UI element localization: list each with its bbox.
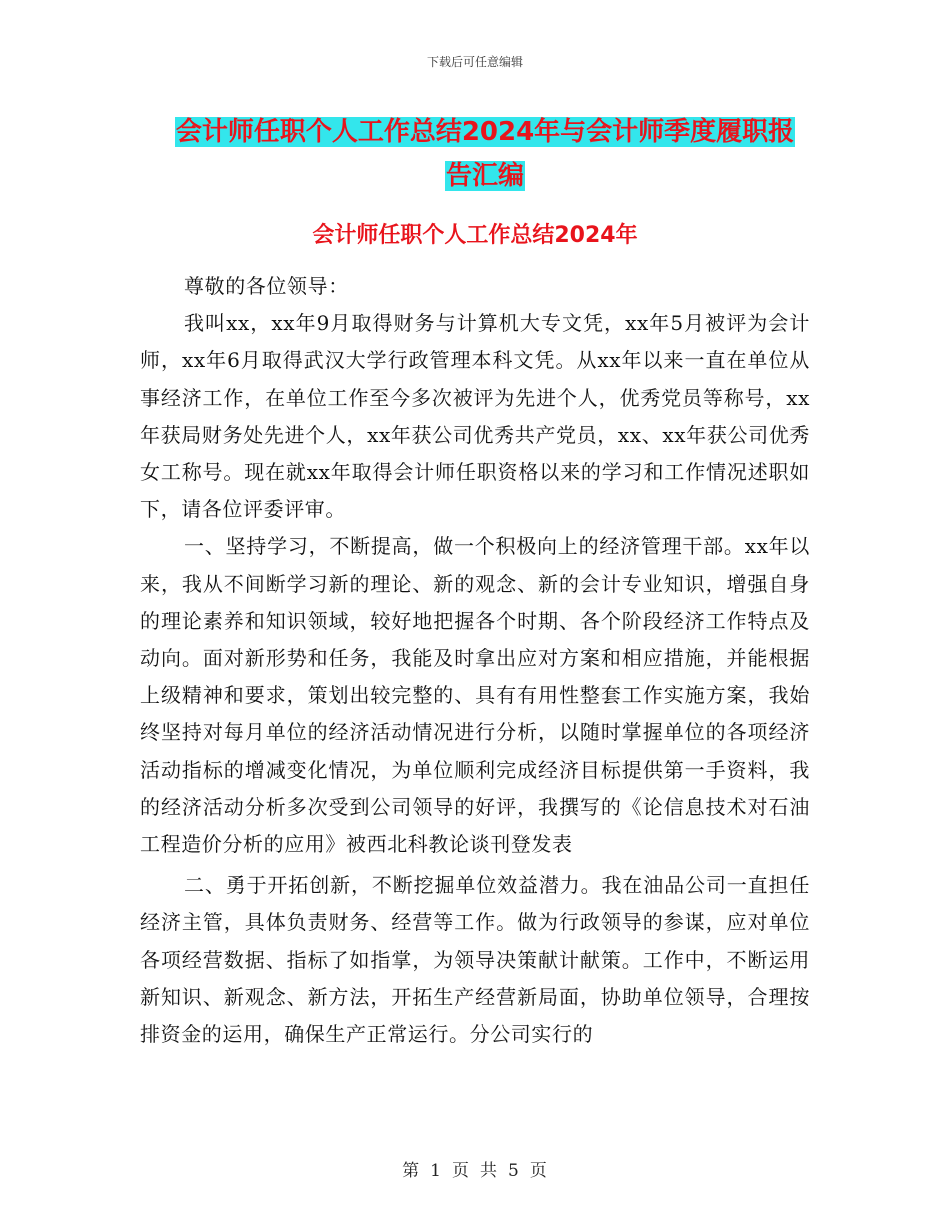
document-body: [140, 268, 810, 1053]
footer-suffix: 页: [529, 1161, 548, 1181]
footer-total-pages: 5: [508, 1161, 520, 1181]
intro-paragraph: 我叫xx，xx年9月取得财务与计算机大专文凭，xx年5月被评为会计师，xx年6月取得武汉大学行政管理本科文凭。从xx年以来一直在单位从事经济工作，在单位工作至今多次被评为先进个人，优秀党员等称号，xx年获局财务处先进个人，xx年获公司优秀共产党员，xx、xx年获公司优秀女工称号。现在就xx年取得会计师任职资格以来的学习和工作情况述职如下，请各位评委评审。: [140, 311, 810, 522]
footer-prefix: 第: [402, 1161, 421, 1181]
page-footer: [0, 1156, 950, 1181]
footer-total-word: 共: [480, 1161, 498, 1181]
document-title-line1: 会计师任职个人工作总结2024年与会计师季度履职报: [175, 117, 795, 147]
page-header-note: 下载后可任意编辑: [426, 55, 523, 69]
footer-page-word: 页: [452, 1161, 470, 1181]
footer-current-page: 1: [430, 1161, 442, 1181]
section-title: 会计师任职个人工作总结2024年: [312, 223, 638, 248]
section-one-paragraph: 一、坚持学习，不断提高，做一个积极向上的经济管理干部。xx年以来，我从不间断学习新的理论、新的观念、新的会计专业知识，增强自身的理论素养和知识领域，较好地把握各个时期、各个阶段经济工作特点及动向。面对新形势和任务，我能及时拿出应对方案和相应措施，并能根据上级精神和要求，策划出较完整的、具有有用性整套工作实施方案，我始终坚持对每月单位的经济活动情况进行分析，以随时掌握单位的各项经济活动指标的增减变化情况，为单位顺利完成经济目标提供第一手资料，我的经济活动分析多次受到公司领导的好评，我撰写的《论信息技术对石油工程造价分析的应用》被西北科教论谈刊登发表: [140, 534, 810, 857]
document-title: [140, 110, 830, 198]
document-title-line2: 告汇编: [445, 161, 524, 191]
salutation-paragraph: 尊敬的各位领导：: [184, 274, 349, 298]
section-two-paragraph: 二、勇于开拓创新，不断挖掘单位效益潜力。我在油品公司一直担任经济主管，具体负责财务、经营等工作。做为行政领导的参谋，应对单位各项经营数据、指标了如指掌，为领导决策献计献策。工作中，不断运用新知识、新观念、新方法，开拓生产经营新局面，协助单位领导，合理按排资金的运用，确保生产正常运行。分公司实行的: [140, 873, 810, 1047]
